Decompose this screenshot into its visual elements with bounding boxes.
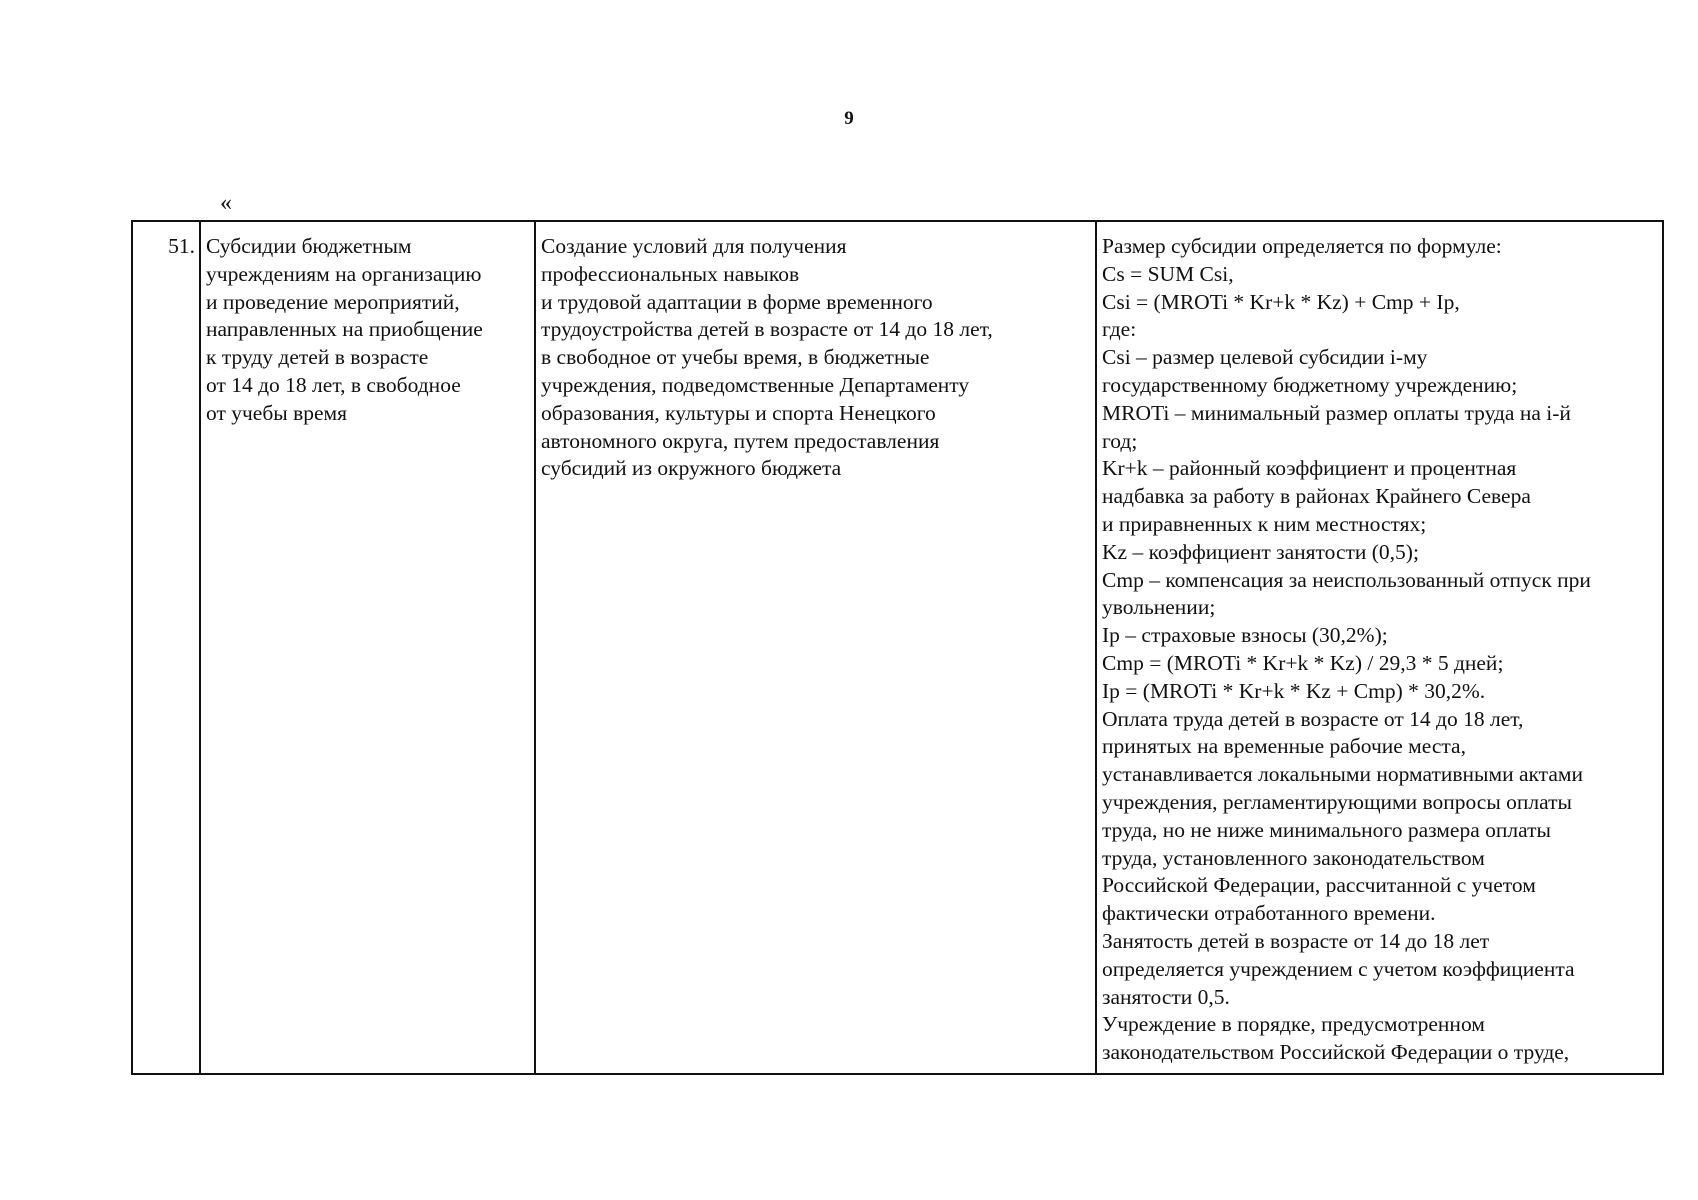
text-line: образования, культуры и спорта Ненецкого xyxy=(541,400,936,425)
text-line: законодательством Российской Федерации о труде, xyxy=(1102,1040,1570,1065)
text-line: в свободное от учебы время, в бюджетные xyxy=(541,345,930,370)
subsidy-calculation-cell xyxy=(1096,221,1663,1074)
text-line: Cs = SUM Csi, xyxy=(1102,261,1234,286)
text-line: Занятость детей в возрасте от 14 до 18 лет xyxy=(1102,928,1490,953)
subsidy-name-text xyxy=(206,233,530,428)
text-line: Размер субсидии определяется по формуле: xyxy=(1102,234,1502,258)
text-line: год; xyxy=(1102,428,1138,453)
text-line: Учреждение в порядке, предусмотренном xyxy=(1102,1012,1485,1037)
row-number: 51. xyxy=(168,234,195,258)
text-line: Cmp = (MROTi * Kr+k * Kz) / 29,3 * 5 дней; xyxy=(1102,650,1504,675)
subsidy-table xyxy=(131,220,1664,1075)
text-line: учреждения, подведомственные Департаменту xyxy=(541,372,970,397)
text-line: Csi = (MROTi * Kr+k * Kz) + Cmp + Ip, xyxy=(1102,289,1460,314)
text-line: от 14 до 18 лет, в свободное xyxy=(206,372,461,397)
text-line: MROTi – минимальный размер оплаты труда на i-й xyxy=(1102,400,1571,425)
text-line: занятости 0,5. xyxy=(1102,984,1230,1009)
text-line: труда, но не ниже минимального размера оплаты xyxy=(1102,817,1551,842)
text-line: Оплата труда детей в возрасте от 14 до 18 лет, xyxy=(1102,706,1524,731)
text-line: где: xyxy=(1102,317,1137,342)
text-line: надбавка за работу в районах Крайнего Севера xyxy=(1102,484,1531,509)
text-line: увольнении; xyxy=(1102,595,1216,620)
text-line: к труду детей в возрасте xyxy=(206,345,429,370)
subsidy-name-cell xyxy=(200,221,535,1074)
subsidy-purpose-text xyxy=(541,233,1091,483)
page-number: 9 xyxy=(844,108,854,129)
text-line: Ip – страховые взносы (30,2%); xyxy=(1102,623,1388,648)
text-line: учреждения, регламентирующими вопросы оплаты xyxy=(1102,789,1572,814)
text-line: Kr+k – районный коэффициент и процентная xyxy=(1102,456,1517,481)
text-line: определяется учреждением с учетом коэффициента xyxy=(1102,956,1575,981)
text-line: направленных на приобщение xyxy=(206,317,483,342)
text-line: принятых на временные рабочие места, xyxy=(1102,734,1466,759)
text-line: субсидий из окружного бюджета xyxy=(541,456,842,481)
text-line: труда, установленного законодательством xyxy=(1102,845,1485,870)
text-line: государственному бюджетному учреждению; xyxy=(1102,372,1518,397)
text-line: устанавливается локальными нормативными актами xyxy=(1102,762,1583,787)
text-line: Csi – размер целевой субсидии i-му xyxy=(1102,345,1428,370)
table-row xyxy=(132,221,1663,1074)
subsidy-purpose-cell xyxy=(535,221,1096,1074)
text-line: Создание условий для получения xyxy=(541,234,847,258)
text-line: Российской Федерации, рассчитанной с учетом xyxy=(1102,873,1536,898)
text-line: Cmp – компенсация за неиспользованный отпуск при xyxy=(1102,567,1591,592)
row-number-cell xyxy=(132,221,200,1074)
text-line: Kz – коэффициент занятости (0,5); xyxy=(1102,539,1419,564)
opening-quote-mark: « xyxy=(220,190,232,216)
text-line: Субсидии бюджетным xyxy=(206,234,412,258)
text-line: учреждениям на организацию xyxy=(206,261,482,286)
text-line: и приравненных к ним местностях; xyxy=(1102,511,1427,536)
text-line: профессиональных навыков xyxy=(541,261,800,286)
text-line: и проведение мероприятий, xyxy=(206,289,460,314)
text-line: Ip = (MROTi * Kr+k * Kz + Cmp) * 30,2%. xyxy=(1102,678,1486,703)
text-line: и трудовой адаптации в форме временного xyxy=(541,289,933,314)
text-line: фактически отработанного времени. xyxy=(1102,901,1436,926)
text-line: трудоустройства детей в возрасте от 14 до 18 лет, xyxy=(541,317,993,342)
subsidy-calculation-text xyxy=(1102,233,1658,1067)
text-line: автономного округа, путем предоставления xyxy=(541,428,940,453)
text-line: от учебы время xyxy=(206,400,348,425)
